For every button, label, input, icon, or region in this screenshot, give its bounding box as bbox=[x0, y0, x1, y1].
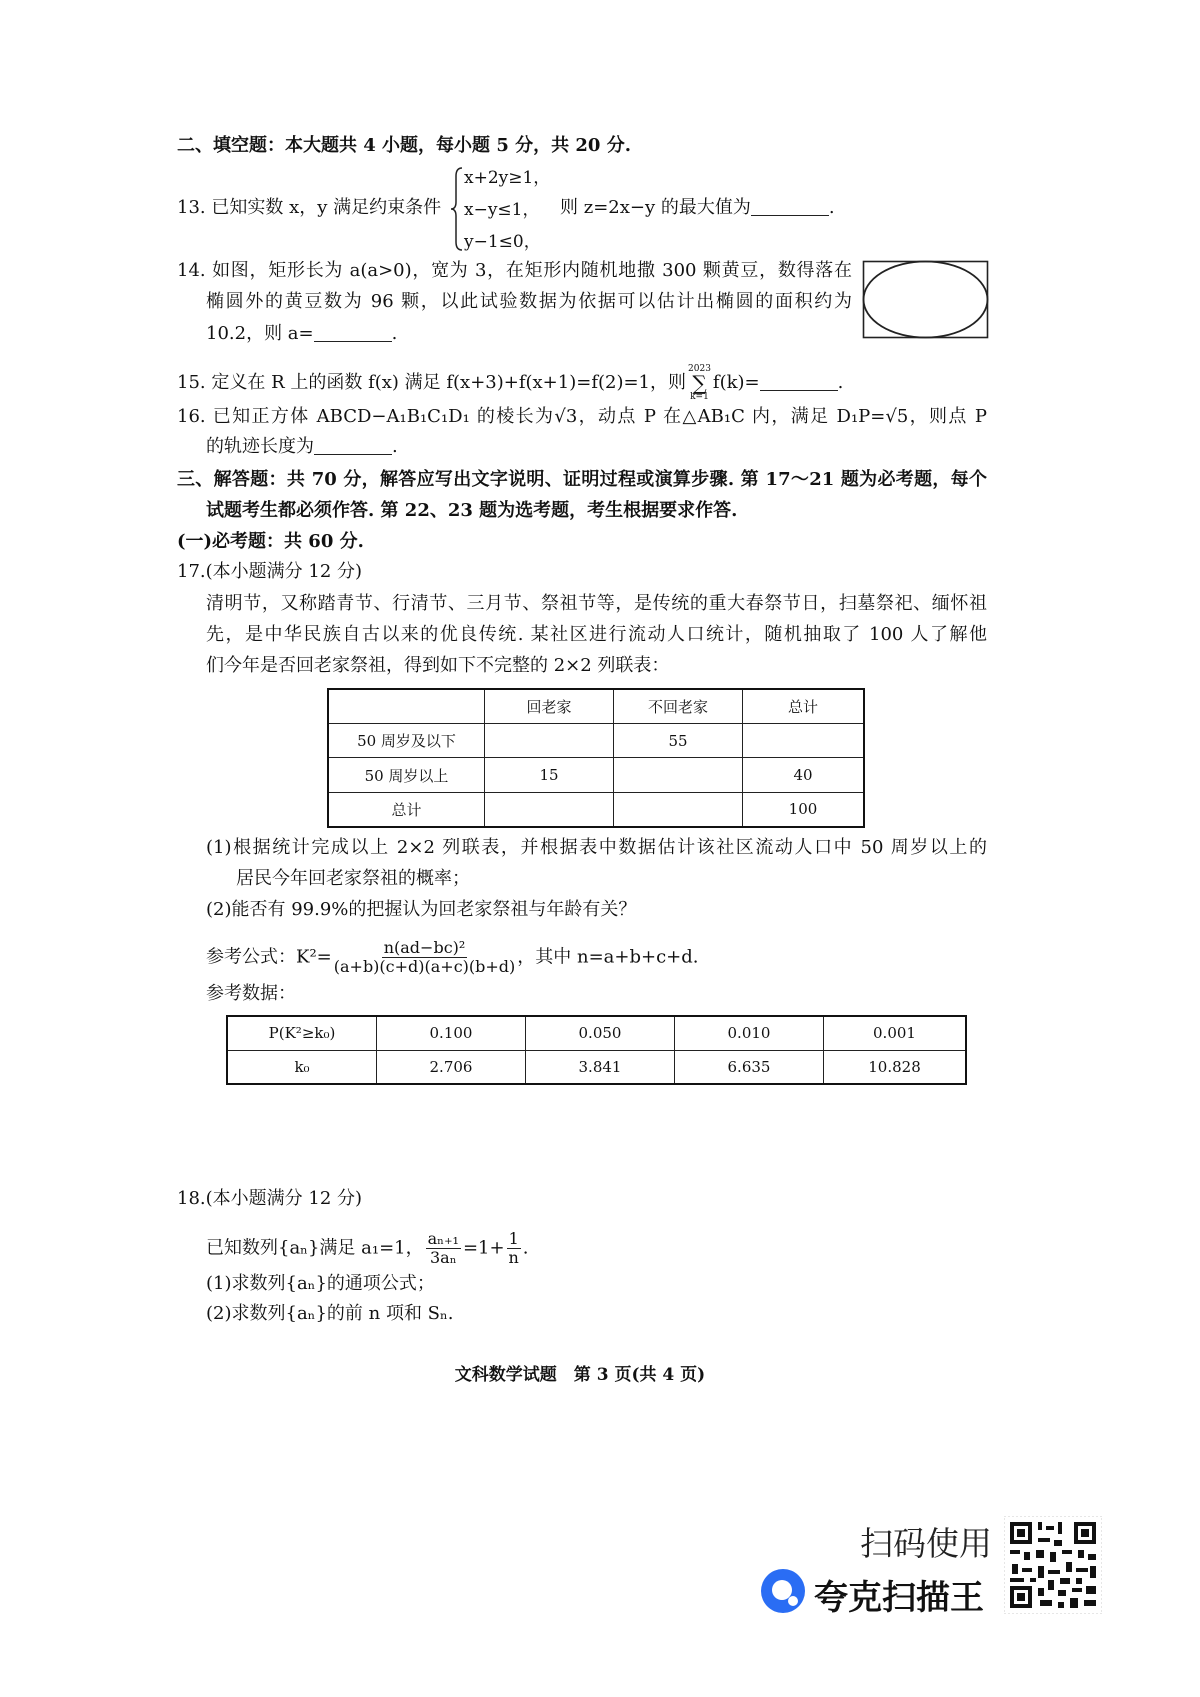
table-cell: 15 bbox=[485, 758, 614, 792]
table-cell bbox=[328, 689, 485, 724]
q17-part1-line2: 居民今年回老家祭祖的概率； bbox=[236, 868, 470, 889]
reference-data-label: 参考数据： bbox=[206, 983, 296, 1004]
table-row bbox=[328, 758, 864, 792]
table-cell bbox=[485, 724, 614, 758]
table-header-row bbox=[328, 689, 864, 724]
q17-para-2: 先，是中华民族自古以来的优良传统. 某社区进行流动人口统计，随机抽取了 100 人了解他 bbox=[206, 624, 987, 645]
q13-suffix bbox=[560, 196, 835, 220]
section-sub-required: (一)必考题：共 60 分. bbox=[177, 531, 364, 552]
sum-lower: k=1 bbox=[690, 392, 709, 402]
q14-line-2: 椭圆外的黄豆数为 96 颗，以此试验数据为依据可以估计出椭圆的面积约为 bbox=[206, 291, 852, 312]
section-heading-fill-in: 二、填空题：本大题共 4 小题，每小题 5 分，共 20 分. bbox=[177, 135, 631, 156]
brace-icon bbox=[450, 166, 464, 252]
table-cell: k₀ bbox=[227, 1050, 377, 1084]
fraction-denominator: 3aₙ bbox=[429, 1248, 457, 1267]
table-cell: 50 周岁以上 bbox=[328, 758, 485, 792]
q18-title: 18.(本小题满分 12 分) bbox=[177, 1188, 363, 1209]
table-cell bbox=[485, 792, 614, 827]
table-row bbox=[328, 724, 864, 758]
q14-end: . bbox=[391, 323, 398, 344]
table-row bbox=[227, 1050, 966, 1084]
table-cell: 10.828 bbox=[824, 1050, 967, 1084]
watermark-brand: 夸克扫描王 bbox=[814, 1578, 984, 1618]
q16-end: . bbox=[392, 436, 398, 457]
table-cell bbox=[614, 758, 743, 792]
q13-constraints bbox=[464, 162, 550, 258]
answer-blank[interactable] bbox=[751, 197, 829, 216]
answer-blank[interactable] bbox=[314, 323, 392, 342]
fraction-numerator: 1 bbox=[508, 1229, 519, 1248]
table-cell: 0.100 bbox=[377, 1016, 526, 1050]
q17-part2: (2)能否有 99.9%的把握认为回老家祭祖与年龄有关？ bbox=[206, 899, 637, 920]
table-cell bbox=[743, 724, 865, 758]
one-over-n-fraction bbox=[507, 1230, 521, 1267]
q14-question: 10.2，则 a= bbox=[206, 323, 314, 344]
q16-question: 的轨迹长度为 bbox=[206, 436, 314, 457]
q18-end: . bbox=[522, 1237, 529, 1259]
table-header: 不回老家 bbox=[614, 689, 743, 724]
contingency-table bbox=[327, 688, 865, 828]
q14-line-3 bbox=[206, 322, 397, 346]
table-cell bbox=[614, 792, 743, 827]
q15-end: . bbox=[837, 372, 844, 393]
fraction-denominator: n bbox=[508, 1248, 519, 1267]
formula-prefix: 参考公式：K²= bbox=[206, 946, 332, 968]
rectangle-ellipse-figure bbox=[862, 260, 990, 340]
table-cell: 2.706 bbox=[377, 1050, 526, 1084]
constraint-2: x−y≤1， bbox=[464, 200, 540, 220]
q15-line bbox=[177, 364, 843, 402]
q13-question: 则 z=2x−y 的最大值为 bbox=[560, 197, 751, 218]
qr-code-icon[interactable] bbox=[1004, 1516, 1102, 1614]
q15-suffix: f(k)= bbox=[712, 372, 760, 393]
q18-part2: (2)求数列{aₙ}的前 n 项和 Sₙ. bbox=[206, 1303, 454, 1324]
sum-upper: 2023 bbox=[688, 364, 711, 374]
answer-blank[interactable] bbox=[314, 436, 392, 455]
q18-part1: (1)求数列{aₙ}的通项公式； bbox=[206, 1273, 435, 1294]
table-cell: 0.001 bbox=[824, 1016, 967, 1050]
formula-fraction bbox=[334, 939, 516, 976]
table-row bbox=[227, 1016, 966, 1050]
q18-mid: =1+ bbox=[462, 1237, 505, 1259]
table-row bbox=[328, 792, 864, 827]
table-cell: 100 bbox=[743, 792, 865, 827]
table-cell: 6.635 bbox=[675, 1050, 824, 1084]
quark-logo-icon bbox=[760, 1568, 806, 1614]
section-heading-answer-2: 试题考生都必须作答. 第 22、23 题为选考题，考生根据要求作答. bbox=[206, 500, 738, 521]
table-cell: 总计 bbox=[328, 792, 485, 827]
q17-para-1: 清明节，又称踏青节、行清节、三月节、祭祖节等，是传统的重大春祭节日，扫墓祭祀、缅怀祖 bbox=[206, 593, 987, 614]
fraction-numerator: aₙ₊₁ bbox=[427, 1229, 459, 1248]
q17-title: 17.(本小题满分 12 分) bbox=[177, 561, 363, 582]
recurrence-fraction bbox=[426, 1230, 461, 1267]
q14-line-1: 14. 如图，矩形长为 a(a>0)，宽为 3，在矩形内随机地撒 300 颗黄豆，数得落在 bbox=[177, 260, 852, 281]
table-cell: P(K²≥k₀) bbox=[227, 1016, 377, 1050]
critical-value-table bbox=[226, 1015, 967, 1085]
page-footer: 文科数学试题 第 3 页(共 4 页) bbox=[454, 1365, 706, 1385]
constraint-3: y−1≤0， bbox=[464, 232, 541, 252]
section-heading-answer-1: 三、解答题：共 70 分，解答应写出文字说明、证明过程或演算步骤. 第 17～21 题为必考题，每个 bbox=[177, 469, 987, 490]
table-cell: 3.841 bbox=[526, 1050, 675, 1084]
q16-line-1: 16. 已知正方体 ABCD−A₁B₁C₁D₁ 的棱长为√3，动点 P 在△AB₁C 内，满足 D₁P=√5，则点 P bbox=[177, 406, 987, 427]
table-cell: 0.050 bbox=[526, 1016, 675, 1050]
q16-line-2 bbox=[206, 435, 398, 459]
q15-question: 15. 定义在 R 上的函数 f(x) 满足 f(x+3)+f(x+1)=f(2)=1，则 bbox=[177, 372, 687, 393]
watermark-slogan: 扫码使用 bbox=[860, 1524, 992, 1563]
q18-given-prefix: 已知数列{aₙ}满足 a₁=1， bbox=[206, 1237, 424, 1259]
constraint-1: x+2y≥1， bbox=[464, 168, 551, 188]
summation bbox=[688, 364, 711, 402]
table-header: 总计 bbox=[743, 689, 865, 724]
q18-given bbox=[206, 1230, 529, 1267]
q17-para-3: 们今年是否回老家祭祖，得到如下不完整的 2×2 列联表： bbox=[206, 655, 670, 676]
sum-symbol: ∑ bbox=[692, 371, 707, 395]
answer-blank[interactable] bbox=[760, 372, 838, 391]
table-cell: 0.010 bbox=[675, 1016, 824, 1050]
formula-suffix: ，其中 n=a+b+c+d. bbox=[517, 946, 699, 968]
table-header: 回老家 bbox=[485, 689, 614, 724]
q17-part1-line1: (1)根据统计完成以上 2×2 列联表，并根据表中数据估计该社区流动人口中 50 周岁以上的 bbox=[206, 837, 987, 858]
reference-formula bbox=[206, 939, 699, 976]
formula-denominator: (a+b)(c+d)(a+c)(b+d) bbox=[333, 957, 516, 976]
q13-prefix: 13. 已知实数 x，y 满足约束条件 bbox=[177, 197, 442, 218]
q13-end: . bbox=[828, 197, 835, 218]
table-cell: 40 bbox=[743, 758, 865, 792]
table-cell: 55 bbox=[614, 724, 743, 758]
table-cell: 50 周岁及以下 bbox=[328, 724, 485, 758]
formula-numerator: n(ad−bc)² bbox=[383, 938, 466, 957]
